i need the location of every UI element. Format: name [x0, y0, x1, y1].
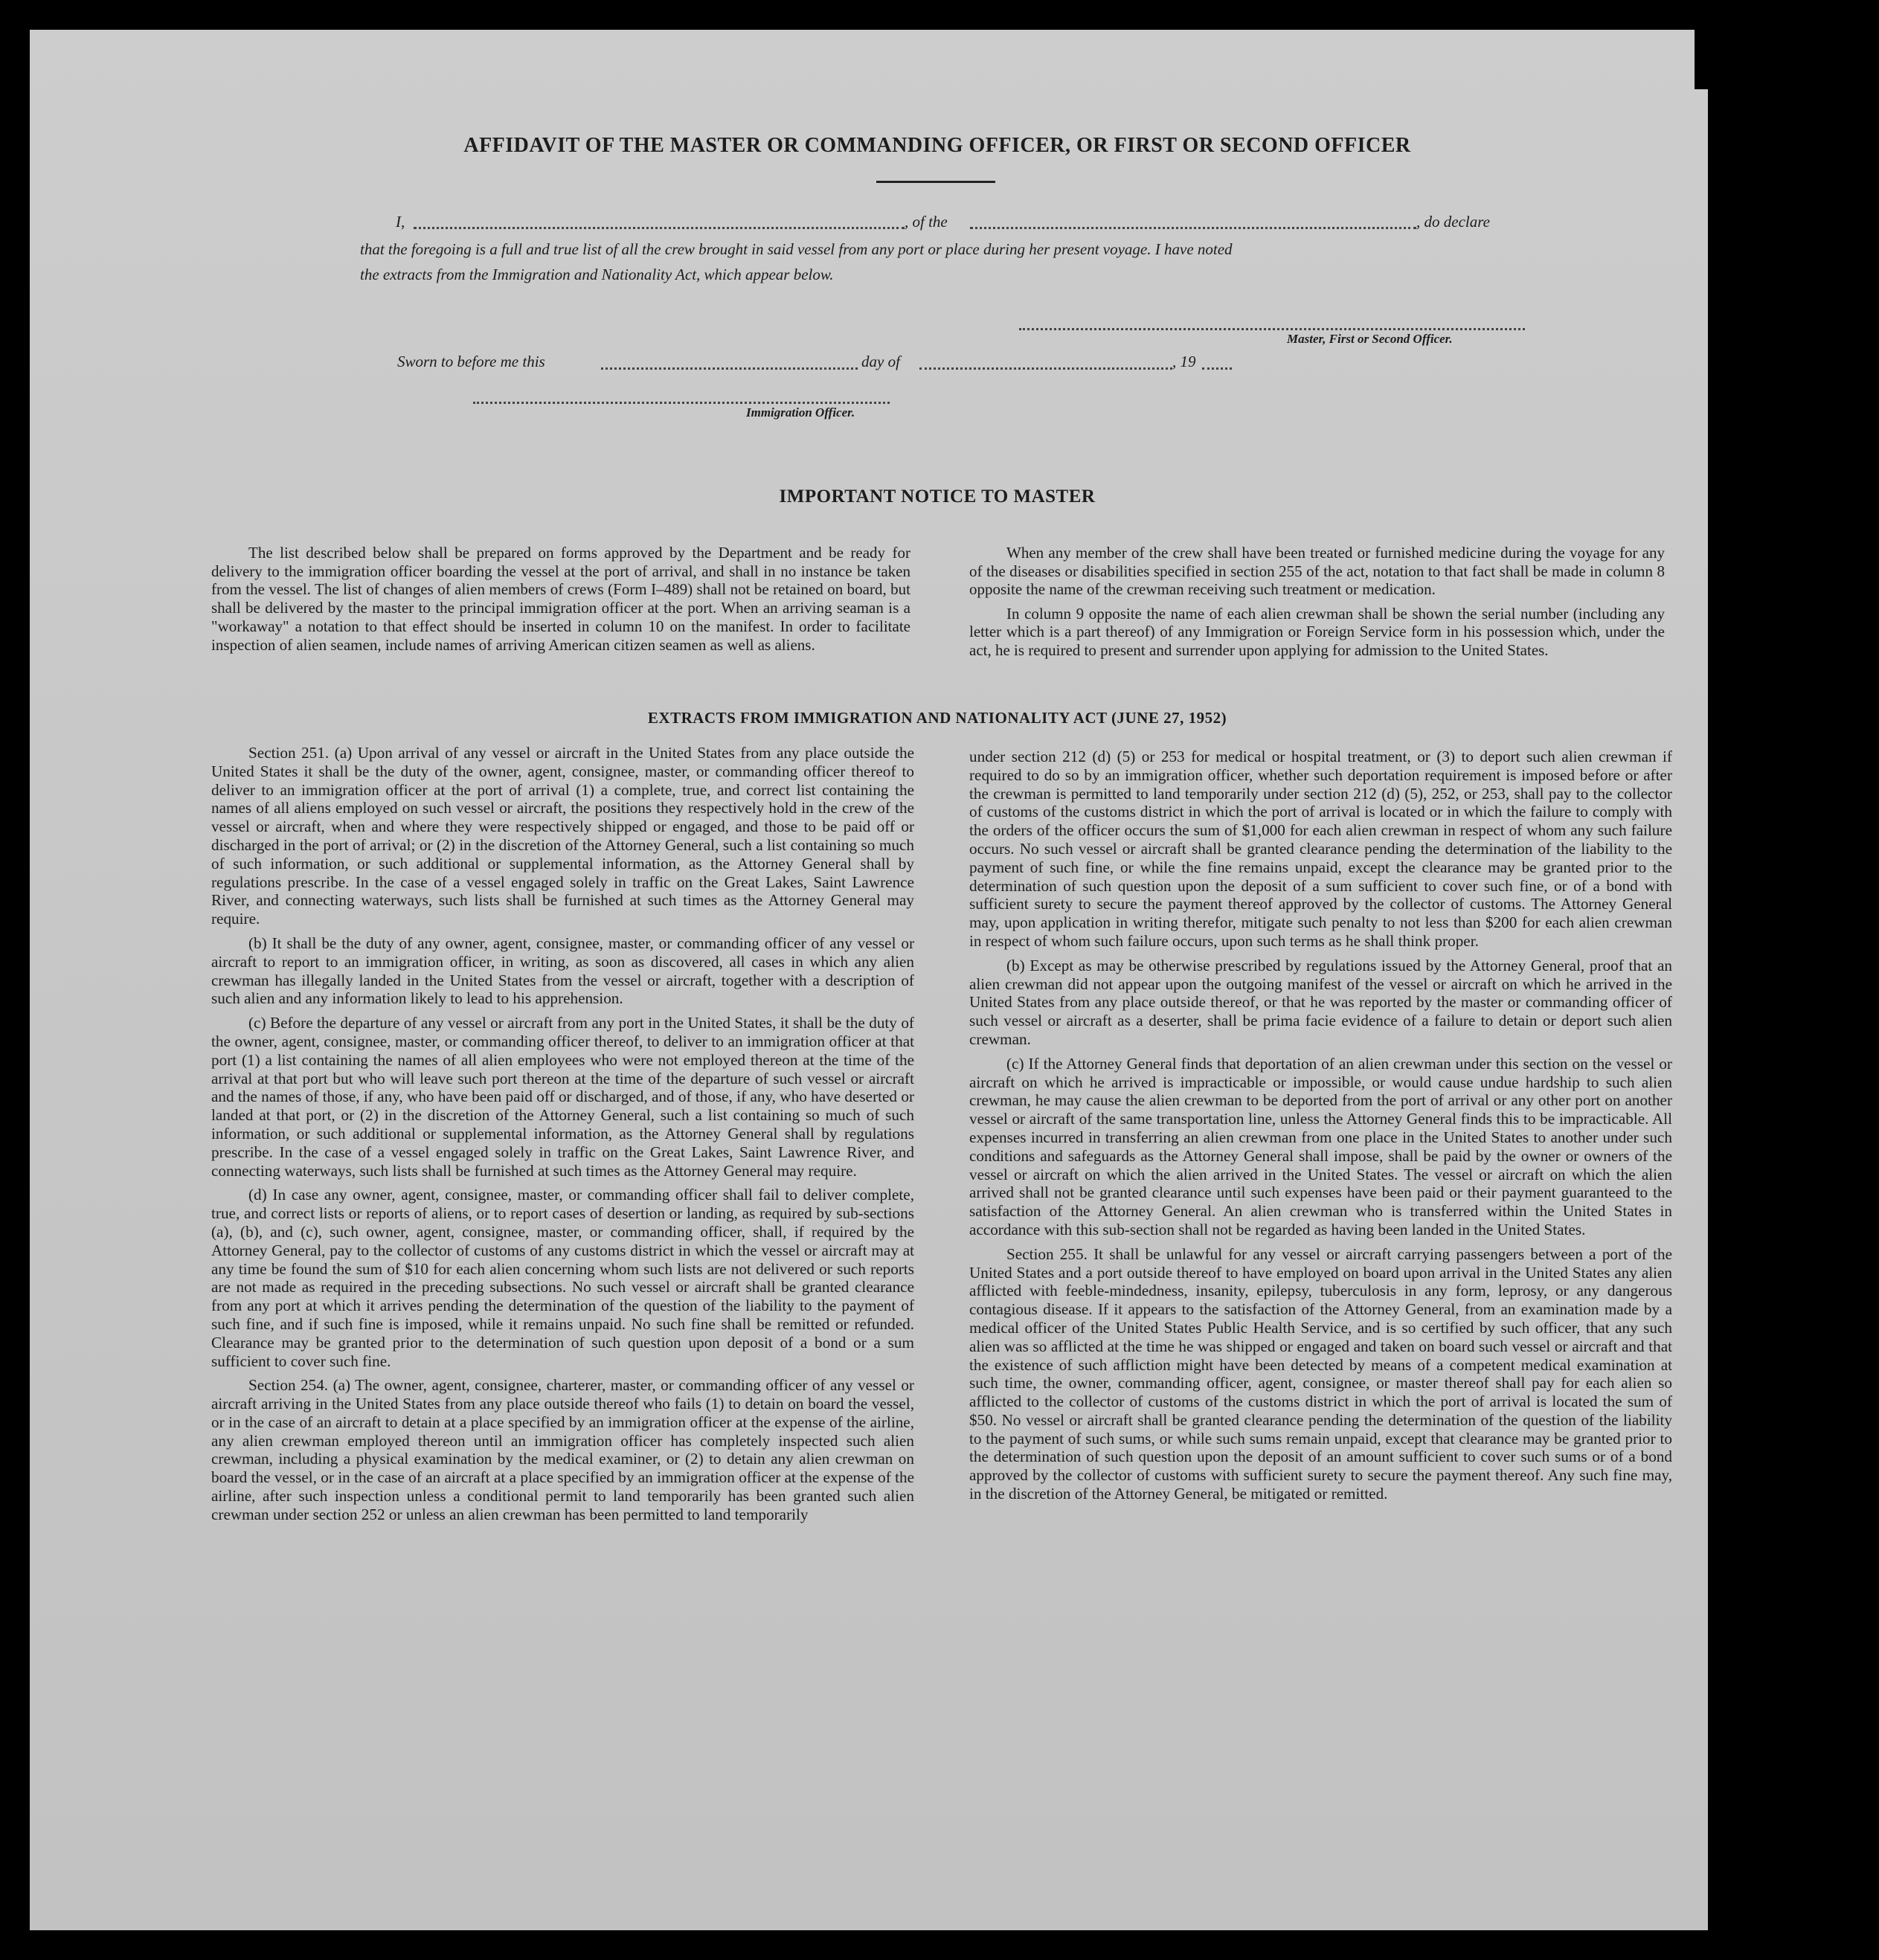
section-254-c: (c) If the Attorney General finds that deportation of an alien crewman under this section on the vessel or aircraft on which he arrived is impracticable or impossible, or would cause undue hardship to such alien crewman, he may cause the alien crewman to be deported from the port of arrival or any other port on another vessel or aircraft of the same transportation line, unless the Attorney General finds this to be impracticable. All expenses incurred in transferring an alien crewman from one place in the United States to another under such conditions and safeguards as the Attorney General shall impose, shall be paid by the owner or owners of the vessel or aircraft on which the alien arrived in the United States. The vessel or aircraft on which the alien arrived shall not be granted clearance until such expenses have been paid or their payment guaranteed to the satisfaction of the Attorney General. An alien crewman who is transferred within the United States in accordance with this sub-section shall not be regarded as having been landed in the United States. [969, 1054, 1672, 1238]
extracts-right-column [969, 748, 1672, 1509]
notice-right-column [969, 544, 1665, 665]
title-rule [876, 181, 995, 183]
binder-hole [1757, 337, 1787, 367]
affidavit-text-line3: the extracts from the Immigration and Nationality Act, which appear below. [360, 266, 834, 283]
section-251-c: (c) Before the departure of any vessel or aircraft from any port in the United States, it shall be the duty of the owner, agent, consignee, master, or commanding officer thereof, to deliver to an immigration officer at that port (1) a list containing the names of all alien employees who were not employed thereon at the time of the arrival at that port but who will leave such port thereon at the time of the departure of such vessel or aircraft and the names of those, if any, who have been paid off or discharged, and of those, if any, who have deserted or landed at that port, or (2) in the discretion of the Attorney General, such a list containing so much of such information, or such additional or supplemental information, as the Attorney General shall by regulations prescribe. In the case of a vessel engaged solely in traffic on the Great Lakes, Saint Lawrence River, and connecting waterways, such lists shall be furnished at such times as the Attorney General may require. [211, 1014, 914, 1180]
name-blank-line [414, 227, 905, 229]
notice-right-paragraph-2: In column 9 opposite the name of each alien crewman shall be shown the serial number (including any letter which is a part thereof) of any Immigration or Foreign Service form in his possession which, under the act, he is required to present and surrender upon applying for admission to the United States. [969, 604, 1665, 659]
vessel-blank-line [970, 227, 1416, 229]
affidavit-of-the-label: , of the [905, 213, 948, 231]
notice-right-paragraph-1: When any member of the crew shall have been treated or furnished medicine during the voyage for any of the diseases or disabilities specified in section 255 of the act, notation to that fact shall be made in column 8 opposite the name of the crewman receiving such treatment or medication. [969, 544, 1665, 598]
day-of-label: day of [861, 353, 900, 370]
affidavit-i-label: I, [396, 213, 405, 231]
affidavit-text-line2: that the foregoing is a full and true list of all the crew brought in said vessel from any port or place during her present voyage. I have noted [360, 240, 1233, 258]
binder-hole [1757, 1287, 1787, 1317]
sworn-label: Sworn to before me this [397, 353, 545, 370]
section-254-a: Section 254. (a) The owner, agent, consignee, charterer, master, or commanding officer of any vessel or aircraft arriving in the United States from any place outside thereof who fails (1) to detain on board the vessel, or in the case of an aircraft to detain at a place specified by an immigration officer at the expense of the airline, any alien crewman employed thereon until an immigration officer has completely inspected such alien crewman, including a physical examination by the medical examiner, or (2) to detain any alien crewman on board the vessel, or in the case of an aircraft at a place specified by an immigration officer at the expense of the airline, after such inspection unless a conditional permit to land temporarily has been granted such alien crewman under section 252 or unless an alien crewman has been permitted to land temporarily [211, 1376, 914, 1523]
page-corner-tab [1695, 30, 1708, 89]
notice-left-paragraph: The list described below shall be prepared on forms approved by the Department and be ready for delivery to the immigration officer boarding the vessel at the port of arrival, and shall in no instance be taken from the vessel. The list of changes of alien members of crews (Form I–489) shall not be retained on board, but shall be delivered by the master to the principal immigration officer at the port. When an arriving seaman is a "workaway" a notation to that effect should be inserted in column 10 on the manifest. In order to facilitate inspection of alien seamen, include names of arriving American citizen seamen as well as aliens. [211, 544, 910, 654]
section-251-b: (b) It shall be the duty of any owner, agent, consignee, master, or commanding officer of any vessel or aircraft to report to an immigration officer, in writing, as soon as discovered, all cases in which any alien crewman has illegally landed in the United States from the vessel or aircraft, together with a description of such alien and any information likely to lead to his apprehension. [211, 934, 914, 1008]
binder-hole [1757, 1388, 1787, 1418]
extracts-title: EXTRACTS FROM IMMIGRATION AND NATIONALITY ACT (JUNE 27, 1952) [647, 709, 1227, 727]
notice-title: IMPORTANT NOTICE TO MASTER [779, 486, 1096, 507]
master-signature-line [1019, 328, 1525, 330]
affidavit-declare-label: , do declare [1416, 213, 1490, 231]
sworn-year-blank [1202, 367, 1232, 370]
immigration-officer-signature-line [473, 402, 890, 404]
binder-hole [1757, 228, 1787, 258]
section-254-a-continued: under section 212 (d) (5) or 253 for medical or hospital treatment, or (3) to deport such alien crewman if required to do so by an immigration officer, whether such deportation requirement is imposed before or after the crewman is permitted to land temporarily under section 212 (d) (5), 252, or 253, shall pay to the collector of customs of the customs district in which the port of arrival is located or in which the failure to comply with the orders of the officer occurs the sum of $1,000 for each alien crewman in respect of whom any such failure occurs. No such vessel or aircraft shall be granted clearance pending the determination of the liability to the payment of such fine, or while the fine remains unpaid, except the clearance may be granted prior to the determination of such question upon the deposit of a sum sufficient to cover such fine, or of a bond with sufficient surety to secure the payment thereof approved by the collector of customs. The Attorney General may, upon application in writing therefor, mitigate such penalty to not less than $200 for each alien crewman in respect of whom such failure occurs, upon such terms as he shall think proper. [969, 748, 1672, 950]
year-label: , 19 [1172, 353, 1196, 370]
master-signature-label: Master, First or Second Officer. [1287, 332, 1453, 346]
notice-left-column [211, 544, 910, 660]
section-251-a: Section 251. (a) Upon arrival of any vessel or aircraft in the United States from any place outside the United States it shall be the duty of the owner, agent, consignee, master, or commanding officer thereof to deliver to an immigration officer at the port of arrival (1) a complete, true, and correct list containing the names of all aliens employed on such vessel or aircraft, the positions they respectively hold in the crew of the vessel or aircraft, when and where they were respectively shipped or engaged, and those to be paid off or discharged in the port of arrival; or (2) in the discretion of the Attorney General, such a list containing so much of such information, or such additional or supplemental information, as the Attorney General shall by regulations prescribe. In the case of a vessel engaged solely in traffic on the Great Lakes, Saint Lawrence River, and connecting waterways, such lists shall be furnished at such times as the Attorney General may require. [211, 744, 914, 928]
sworn-month-blank [919, 367, 1172, 370]
immigration-officer-label: Immigration Officer. [746, 405, 855, 420]
sworn-day-blank [601, 367, 858, 370]
binder-hole [1757, 733, 1787, 762]
binder-hole [1757, 1770, 1787, 1800]
section-254-b: (b) Except as may be otherwise prescribed by regulations issued by the Attorney General, proof that an alien crewman did not appear upon the outgoing manifest of the vessel or aircraft on which he arrived in the United States from any place outside thereof, or that he was reported by the master or commanding officer of such vessel or aircraft as a deserter, shall be prima facie evidence of a failure to detain or deport such alien crewman. [969, 956, 1672, 1048]
affidavit-title: AFFIDAVIT OF THE MASTER OR COMMANDING OFFICER, OR FIRST OR SECOND OFFICER [463, 134, 1411, 157]
section-255: Section 255. It shall be unlawful for any vessel or aircraft carrying passengers between a port of the United States and a port outside thereof to have employed on board upon arrival in the United States any alien afflicted with feeble-mindedness, insanity, epilepsy, tuberculosis in any form, leprosy, or any dangerous contagious disease. If it appears to the satisfaction of the Attorney General, from an examination made by a medical officer of the United States Public Health Service, and is so certified by such officer, that any such alien was so afflicted at the time he was shipped or engaged and taken on board such vessel or aircraft and that the existence of such affliction might have been detected by means of a competent medical examination at such time, the owner, commanding officer, agent, consignee, or master thereof shall pay for each alien so afflicted to the collector of customs of the customs district in which the port of arrival is located the sum of $50. No vessel or aircraft shall be granted clearance pending the determination of the question of the liability to the payment of such sums, or while such sums remain unpaid, except that clearance may be granted prior to the determination of such question upon the deposit of an amount sufficient to cover such sums or of a bond approved by the collector of customs with sufficient surety to secure the payment thereof. Any such fine may, in the discretion of the Attorney General, be mitigated or remitted. [969, 1244, 1672, 1503]
extracts-left-column [211, 744, 914, 1530]
section-251-d: (d) In case any owner, agent, consignee, master, or commanding officer shall fail to deliver complete, true, and correct lists or reports of aliens, or to report cases of desertion or landing, as required by sub-sections (a), (b), and (c), such owner, agent, consignee, master, or commanding officer, shall, if required by the Attorney General, pay to the collector of customs of any customs district in which the vessel or aircraft may at any time be found the sum of $10 for each alien concerning whom such lists are not delivered or such reports are not made as required in the preceding subsections. No such vessel or aircraft shall be granted clearance from any port at which it arrives pending the determination of the question of the liability to the payment of such fine, and if such fine is imposed, while it remains unpaid. No such fine shall be remitted or refunded. Clearance may be granted prior to the determination of such question upon deposit of a bond or a sum sufficient to cover such fine. [211, 1186, 914, 1370]
binder-hole [1757, 631, 1787, 661]
